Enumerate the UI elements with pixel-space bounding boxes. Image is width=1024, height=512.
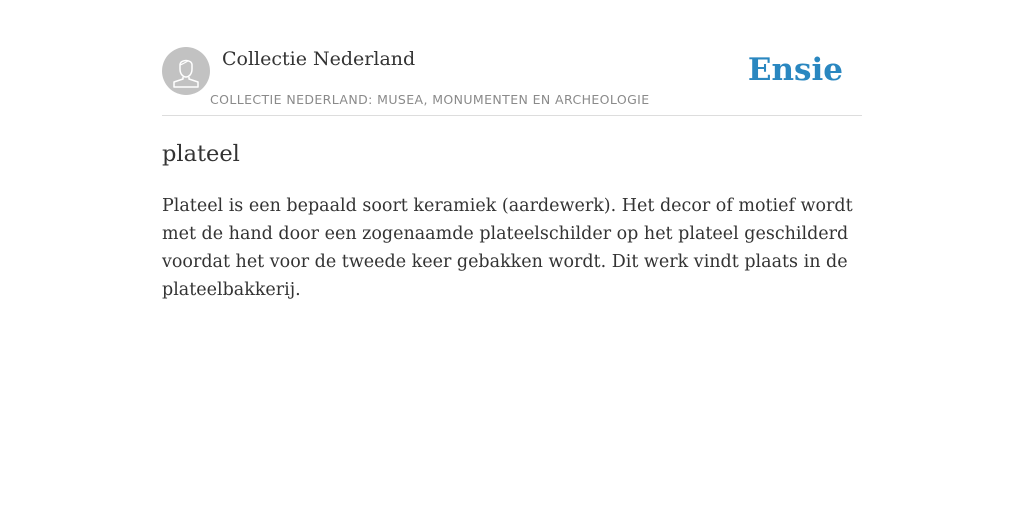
page-header xyxy=(162,46,862,116)
avatar[interactable] xyxy=(162,47,210,95)
term-title: plateel xyxy=(162,141,240,167)
user-avatar-icon xyxy=(162,47,210,95)
author-name-link[interactable]: Collectie Nederland xyxy=(222,48,416,70)
ensie-logo-link[interactable]: Ensie xyxy=(747,52,843,88)
definition-text: Plateel is een bepaald soort keramiek (aardewerk). Het decor of motief wordt met de hand door een zogenaamde plateelschilder op het plateel geschilderd voordat het voor de tweede keer gebakken wordt. Dit werk vindt plaats in de plateelbakkerij. xyxy=(162,196,853,300)
collection-subtitle-link[interactable]: COLLECTIE NEDERLAND: MUSEA, MONUMENTEN EN ARCHEOLOGIE xyxy=(210,92,650,107)
